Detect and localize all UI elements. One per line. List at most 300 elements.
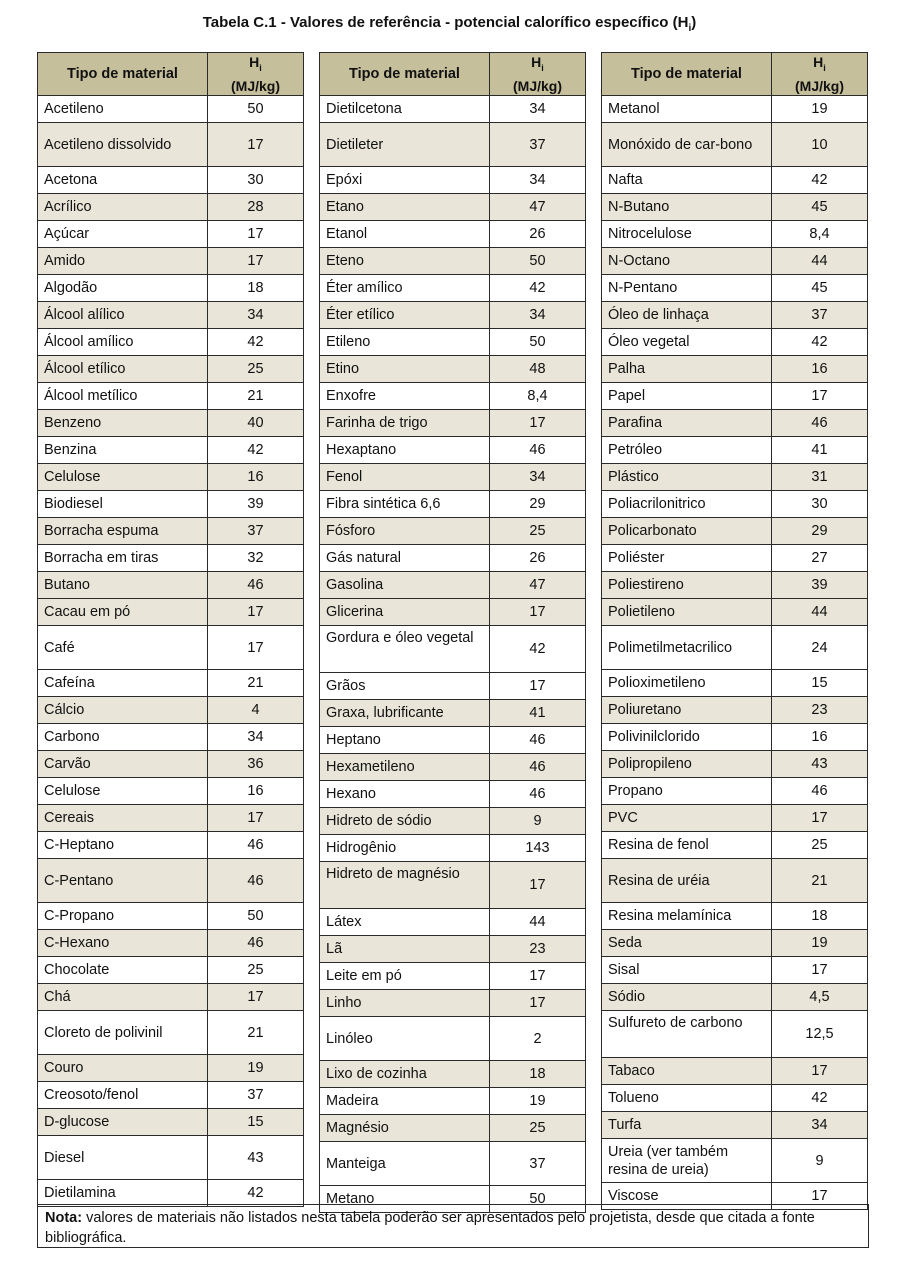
- material-name-cell: Resina melamínica: [602, 903, 772, 930]
- table-row: [602, 626, 868, 670]
- material-name-cell: Celulose: [38, 778, 208, 805]
- table-row: [38, 194, 304, 221]
- heat-value-cell: 42: [772, 329, 868, 356]
- table-row: [320, 1115, 586, 1142]
- material-name-cell: Farinha de trigo: [320, 410, 490, 437]
- material-name-cell: Tolueno: [602, 1085, 772, 1112]
- material-name-cell: Magnésio: [320, 1115, 490, 1142]
- material-name-cell: Diesel: [38, 1136, 208, 1180]
- material-name-cell: Dietilcetona: [320, 96, 490, 123]
- table-row: [38, 1180, 304, 1207]
- heat-value-cell: 42: [208, 437, 304, 464]
- material-name-cell: Eteno: [320, 248, 490, 275]
- material-name-cell: Algodão: [38, 275, 208, 302]
- material-name-cell: Petróleo: [602, 437, 772, 464]
- table-row: [602, 221, 868, 248]
- heat-value-cell: 23: [772, 697, 868, 724]
- heat-value-cell: 43: [208, 1136, 304, 1180]
- material-name-cell: Etano: [320, 194, 490, 221]
- material-name-cell: Éter etílico: [320, 302, 490, 329]
- material-name-cell: Lã: [320, 936, 490, 963]
- heat-value-cell: 34: [208, 724, 304, 751]
- material-name-cell: Cloreto de polivinil: [38, 1011, 208, 1055]
- table-row: [602, 1058, 868, 1085]
- heat-value-cell: 17: [208, 805, 304, 832]
- heat-value-cell: 9: [490, 808, 586, 835]
- heat-value-cell: 50: [208, 96, 304, 123]
- table-row: [320, 808, 586, 835]
- material-name-cell: Benzina: [38, 437, 208, 464]
- material-name-cell: Manteiga: [320, 1142, 490, 1186]
- heat-value-cell: 45: [772, 275, 868, 302]
- heat-value-cell: 29: [490, 491, 586, 518]
- material-name-cell: Gordura e óleo vegetal: [320, 626, 490, 673]
- table-row: [320, 781, 586, 808]
- table-row: [320, 437, 586, 464]
- heat-value-cell: 34: [490, 167, 586, 194]
- table-row: [320, 123, 586, 167]
- heat-value-cell: 31: [772, 464, 868, 491]
- heat-value-cell: 19: [490, 1088, 586, 1115]
- material-name-cell: Óleo vegetal: [602, 329, 772, 356]
- material-name-cell: Propano: [602, 778, 772, 805]
- table-row: [320, 356, 586, 383]
- heat-value-cell: 46: [490, 437, 586, 464]
- table-row: [602, 545, 868, 572]
- material-name-cell: C-Heptano: [38, 832, 208, 859]
- material-name-cell: N-Butano: [602, 194, 772, 221]
- material-name-cell: Acetileno: [38, 96, 208, 123]
- table-row: [38, 626, 304, 670]
- heat-value-cell: 34: [490, 464, 586, 491]
- heat-value-cell: 47: [490, 194, 586, 221]
- heat-value-cell: 46: [208, 832, 304, 859]
- material-name-cell: Carvão: [38, 751, 208, 778]
- material-name-cell: C-Pentano: [38, 859, 208, 903]
- material-name-cell: Creosoto/fenol: [38, 1082, 208, 1109]
- material-name-cell: Resina de uréia: [602, 859, 772, 903]
- header-material-type: Tipo de material: [38, 53, 208, 96]
- table-row: [320, 673, 586, 700]
- material-name-cell: Cacau em pó: [38, 599, 208, 626]
- table-row: [38, 1136, 304, 1180]
- heat-value-cell: 8,4: [490, 383, 586, 410]
- header-unit: (MJ/kg): [513, 77, 562, 94]
- material-name-cell: Éter amílico: [320, 275, 490, 302]
- header-h-subscript: i: [823, 62, 826, 73]
- material-name-cell: Leite em pó: [320, 963, 490, 990]
- heat-value-cell: 44: [772, 599, 868, 626]
- material-name-cell: Enxofre: [320, 383, 490, 410]
- table-row: [320, 518, 586, 545]
- header-heat-value: [208, 53, 304, 96]
- heat-value-cell: 46: [490, 754, 586, 781]
- table-row: [320, 990, 586, 1017]
- material-name-cell: Polimetilmetacrilico: [602, 626, 772, 670]
- material-name-cell: Hexano: [320, 781, 490, 808]
- material-name-cell: Chá: [38, 984, 208, 1011]
- heat-value-cell: 19: [772, 96, 868, 123]
- heat-value-cell: 18: [490, 1061, 586, 1088]
- heat-value-cell: 42: [208, 1180, 304, 1207]
- heat-value-cell: 39: [772, 572, 868, 599]
- material-name-cell: Papel: [602, 383, 772, 410]
- table-row: [320, 909, 586, 936]
- heat-value-cell: 50: [208, 903, 304, 930]
- heat-value-cell: 19: [208, 1055, 304, 1082]
- table-row: [38, 167, 304, 194]
- material-name-cell: Nafta: [602, 167, 772, 194]
- header-h-subscript: i: [259, 62, 262, 73]
- header-h-symbol: H: [813, 54, 824, 71]
- table-row: [320, 754, 586, 781]
- heat-value-cell: 19: [772, 930, 868, 957]
- header-heat-value: [772, 53, 868, 96]
- note-text: valores de materiais não listados nesta tabela poderão ser apresentados pelo projetista, desde que citada a fonte bibliográfica.: [45, 1210, 815, 1246]
- table-row: [602, 329, 868, 356]
- table-row: [320, 491, 586, 518]
- heat-value-cell: 9: [772, 1139, 868, 1183]
- header-row: [320, 53, 586, 96]
- heat-value-cell: 17: [772, 1058, 868, 1085]
- table-row: [320, 383, 586, 410]
- material-name-cell: Carbono: [38, 724, 208, 751]
- table-row: [38, 221, 304, 248]
- material-name-cell: Tabaco: [602, 1058, 772, 1085]
- material-name-cell: Etileno: [320, 329, 490, 356]
- note-label: Nota:: [45, 1210, 83, 1226]
- table-row: [602, 697, 868, 724]
- table-row: [38, 123, 304, 167]
- table-row: [602, 1139, 868, 1183]
- table-row: [602, 903, 868, 930]
- heat-value-cell: 4: [208, 697, 304, 724]
- table-title-subscript: i: [688, 23, 692, 34]
- heat-value-cell: 37: [208, 518, 304, 545]
- heat-value-cell: 46: [208, 859, 304, 903]
- material-name-cell: Poliestireno: [602, 572, 772, 599]
- heat-value-cell: 46: [208, 930, 304, 957]
- material-name-cell: Fibra sintética 6,6: [320, 491, 490, 518]
- heat-value-cell: 50: [490, 248, 586, 275]
- material-name-cell: Benzeno: [38, 410, 208, 437]
- heat-value-cell: 44: [490, 909, 586, 936]
- heat-value-cell: 42: [208, 329, 304, 356]
- table-row: [602, 859, 868, 903]
- material-name-cell: Borracha espuma: [38, 518, 208, 545]
- material-name-cell: Fósforo: [320, 518, 490, 545]
- material-name-cell: Gás natural: [320, 545, 490, 572]
- material-name-cell: Etanol: [320, 221, 490, 248]
- table-row: [602, 123, 868, 167]
- material-name-cell: Polipropileno: [602, 751, 772, 778]
- heat-value-cell: 17: [208, 599, 304, 626]
- table-row: [602, 957, 868, 984]
- header-unit: (MJ/kg): [795, 77, 844, 94]
- heat-value-cell: 43: [772, 751, 868, 778]
- table-row: [38, 464, 304, 491]
- heat-value-cell: 47: [490, 572, 586, 599]
- heat-value-cell: 42: [772, 1085, 868, 1112]
- heat-value-cell: 12,5: [772, 1011, 868, 1058]
- heat-value-cell: 42: [490, 626, 586, 673]
- table-row: [320, 700, 586, 727]
- material-name-cell: Seda: [602, 930, 772, 957]
- material-name-cell: Borracha em tiras: [38, 545, 208, 572]
- table-row: [602, 518, 868, 545]
- table-row: [320, 727, 586, 754]
- heat-value-cell: 17: [490, 410, 586, 437]
- heat-value-cell: 50: [490, 329, 586, 356]
- material-name-cell: C-Hexano: [38, 930, 208, 957]
- table-note: [37, 1204, 869, 1248]
- heat-value-cell: 37: [772, 302, 868, 329]
- heat-value-cell: 46: [772, 778, 868, 805]
- material-name-cell: Polivinilclorido: [602, 724, 772, 751]
- heat-value-cell: 17: [490, 673, 586, 700]
- material-name-cell: Cálcio: [38, 697, 208, 724]
- material-name-cell: Monóxido de car-bono: [602, 123, 772, 167]
- material-name-cell: Amido: [38, 248, 208, 275]
- material-name-cell: Dietilamina: [38, 1180, 208, 1207]
- material-name-cell: Lixo de cozinha: [320, 1061, 490, 1088]
- material-name-cell: Heptano: [320, 727, 490, 754]
- material-name-cell: Acetona: [38, 167, 208, 194]
- table-row: [38, 859, 304, 903]
- material-name-cell: Sulfureto de carbono: [602, 1011, 772, 1058]
- table-row: [320, 329, 586, 356]
- heat-value-cell: 24: [772, 626, 868, 670]
- heat-value-cell: 28: [208, 194, 304, 221]
- table-row: [320, 862, 586, 909]
- material-name-cell: Açúcar: [38, 221, 208, 248]
- table-row: [38, 751, 304, 778]
- heat-value-cell: 45: [772, 194, 868, 221]
- table-row: [320, 599, 586, 626]
- heat-value-cell: 21: [208, 383, 304, 410]
- material-name-cell: Poliéster: [602, 545, 772, 572]
- material-name-cell: Acrílico: [38, 194, 208, 221]
- table-row: [320, 963, 586, 990]
- heat-value-cell: 25: [490, 1115, 586, 1142]
- heat-value-cell: 25: [208, 356, 304, 383]
- material-name-cell: Plástico: [602, 464, 772, 491]
- heat-value-cell: 34: [772, 1112, 868, 1139]
- heat-value-cell: 4,5: [772, 984, 868, 1011]
- table-row: [38, 832, 304, 859]
- table-row: [38, 545, 304, 572]
- heat-value-cell: 46: [208, 572, 304, 599]
- table-row: [602, 778, 868, 805]
- material-name-cell: Glicerina: [320, 599, 490, 626]
- material-name-cell: Poliacrilonitrico: [602, 491, 772, 518]
- heat-value-cell: 21: [772, 859, 868, 903]
- material-name-cell: Nitrocelulose: [602, 221, 772, 248]
- table-row: [602, 275, 868, 302]
- material-name-cell: Café: [38, 626, 208, 670]
- material-name-cell: Hidreto de sódio: [320, 808, 490, 835]
- material-name-cell: Hidreto de magnésio: [320, 862, 490, 909]
- table-row: [602, 491, 868, 518]
- heat-value-cell: 10: [772, 123, 868, 167]
- heat-value-cell: 17: [772, 805, 868, 832]
- material-name-cell: Álcool etílico: [38, 356, 208, 383]
- heat-value-cell: 16: [208, 464, 304, 491]
- heat-value-cell: 16: [772, 724, 868, 751]
- material-name-cell: Álcool amílico: [38, 329, 208, 356]
- table-row: [38, 697, 304, 724]
- heat-value-cell: 46: [772, 410, 868, 437]
- table-row: [602, 984, 868, 1011]
- table-row: [320, 275, 586, 302]
- table-row: [602, 194, 868, 221]
- heat-value-cell: 37: [490, 123, 586, 167]
- table-row: [38, 1011, 304, 1055]
- material-name-cell: Viscose: [602, 1183, 772, 1210]
- table-title-close: ): [691, 14, 697, 31]
- table-row: [38, 275, 304, 302]
- heat-value-cell: 27: [772, 545, 868, 572]
- header-material-type: Tipo de material: [602, 53, 772, 96]
- table-row: [38, 957, 304, 984]
- material-name-cell: Celulose: [38, 464, 208, 491]
- table-row: [320, 1061, 586, 1088]
- table-row: [602, 805, 868, 832]
- material-name-cell: Resina de fenol: [602, 832, 772, 859]
- header-h-symbol: H: [249, 54, 260, 71]
- table-row: [602, 437, 868, 464]
- heat-value-cell: 42: [490, 275, 586, 302]
- heat-value-cell: 17: [208, 221, 304, 248]
- table-row: [320, 248, 586, 275]
- table-row: [38, 599, 304, 626]
- table-row: [602, 1112, 868, 1139]
- material-name-cell: Polioximetileno: [602, 670, 772, 697]
- table-row: [320, 410, 586, 437]
- table-row: [38, 96, 304, 123]
- heat-value-cell: 18: [772, 903, 868, 930]
- table-row: [602, 167, 868, 194]
- material-name-cell: D-glucose: [38, 1109, 208, 1136]
- heat-value-cell: 26: [490, 545, 586, 572]
- heat-value-cell: 21: [208, 670, 304, 697]
- material-name-cell: Butano: [38, 572, 208, 599]
- heat-value-cell: 25: [490, 518, 586, 545]
- material-name-cell: Dietileter: [320, 123, 490, 167]
- material-name-cell: Madeira: [320, 1088, 490, 1115]
- material-name-cell: Chocolate: [38, 957, 208, 984]
- heat-value-cell: 17: [208, 984, 304, 1011]
- material-name-cell: Polietileno: [602, 599, 772, 626]
- table-row: [602, 1011, 868, 1058]
- heat-value-cell: 23: [490, 936, 586, 963]
- table-row: [320, 464, 586, 491]
- material-name-cell: Sisal: [602, 957, 772, 984]
- table-row: [320, 572, 586, 599]
- table-row: [38, 1055, 304, 1082]
- heat-value-cell: 48: [490, 356, 586, 383]
- material-name-cell: N-Octano: [602, 248, 772, 275]
- table-row: [320, 545, 586, 572]
- material-name-cell: Ureia (ver também resina de ureia): [602, 1139, 772, 1183]
- material-name-cell: Fenol: [320, 464, 490, 491]
- table-row: [320, 1088, 586, 1115]
- heat-value-cell: 17: [772, 1183, 868, 1210]
- table-row: [320, 835, 586, 862]
- heat-value-cell: 17: [490, 599, 586, 626]
- table-row: [38, 903, 304, 930]
- material-name-cell: Biodiesel: [38, 491, 208, 518]
- table-row: [320, 302, 586, 329]
- header-heat-value: [490, 53, 586, 96]
- heat-value-cell: 46: [490, 727, 586, 754]
- heat-value-cell: 32: [208, 545, 304, 572]
- header-row: [602, 53, 868, 96]
- material-name-cell: Acetileno dissolvido: [38, 123, 208, 167]
- table-row: [38, 1109, 304, 1136]
- table-row: [602, 832, 868, 859]
- material-name-cell: Álcool metílico: [38, 383, 208, 410]
- reference-table-1: [37, 52, 304, 1207]
- material-name-cell: N-Pentano: [602, 275, 772, 302]
- material-name-cell: Poliuretano: [602, 697, 772, 724]
- material-name-cell: Palha: [602, 356, 772, 383]
- heat-value-cell: 40: [208, 410, 304, 437]
- material-name-cell: PVC: [602, 805, 772, 832]
- table-row: [38, 437, 304, 464]
- heat-value-cell: 17: [772, 383, 868, 410]
- table-row: [320, 96, 586, 123]
- table-row: [38, 930, 304, 957]
- table-row: [602, 724, 868, 751]
- table-row: [602, 1085, 868, 1112]
- table-row: [320, 167, 586, 194]
- table-row: [602, 572, 868, 599]
- table-row: [320, 194, 586, 221]
- table-row: [602, 670, 868, 697]
- table-row: [38, 518, 304, 545]
- material-name-cell: Parafina: [602, 410, 772, 437]
- header-row: [38, 53, 304, 96]
- table-row: [38, 805, 304, 832]
- heat-value-cell: 44: [772, 248, 868, 275]
- heat-value-cell: 36: [208, 751, 304, 778]
- heat-value-cell: 25: [772, 832, 868, 859]
- table-row: [38, 302, 304, 329]
- table-row: [602, 410, 868, 437]
- heat-value-cell: 50: [490, 1186, 586, 1213]
- material-name-cell: Hexametileno: [320, 754, 490, 781]
- heat-value-cell: 42: [772, 167, 868, 194]
- material-name-cell: Hexaptano: [320, 437, 490, 464]
- table-title-text: Tabela C.1 - Valores de referência - potencial calorífico específico (H: [202, 14, 689, 31]
- header-h-symbol: H: [531, 54, 542, 71]
- heat-value-cell: 16: [208, 778, 304, 805]
- header-material-type: Tipo de material: [320, 53, 490, 96]
- heat-value-cell: 17: [208, 123, 304, 167]
- header-h-subscript: i: [541, 62, 544, 73]
- table-title: [0, 14, 899, 34]
- material-name-cell: Metanol: [602, 96, 772, 123]
- table-row: [602, 464, 868, 491]
- heat-value-cell: 37: [490, 1142, 586, 1186]
- material-name-cell: Linóleo: [320, 1017, 490, 1061]
- heat-value-cell: 15: [208, 1109, 304, 1136]
- table-row: [38, 984, 304, 1011]
- heat-value-cell: 16: [772, 356, 868, 383]
- heat-value-cell: 41: [490, 700, 586, 727]
- material-name-cell: Óleo de linhaça: [602, 302, 772, 329]
